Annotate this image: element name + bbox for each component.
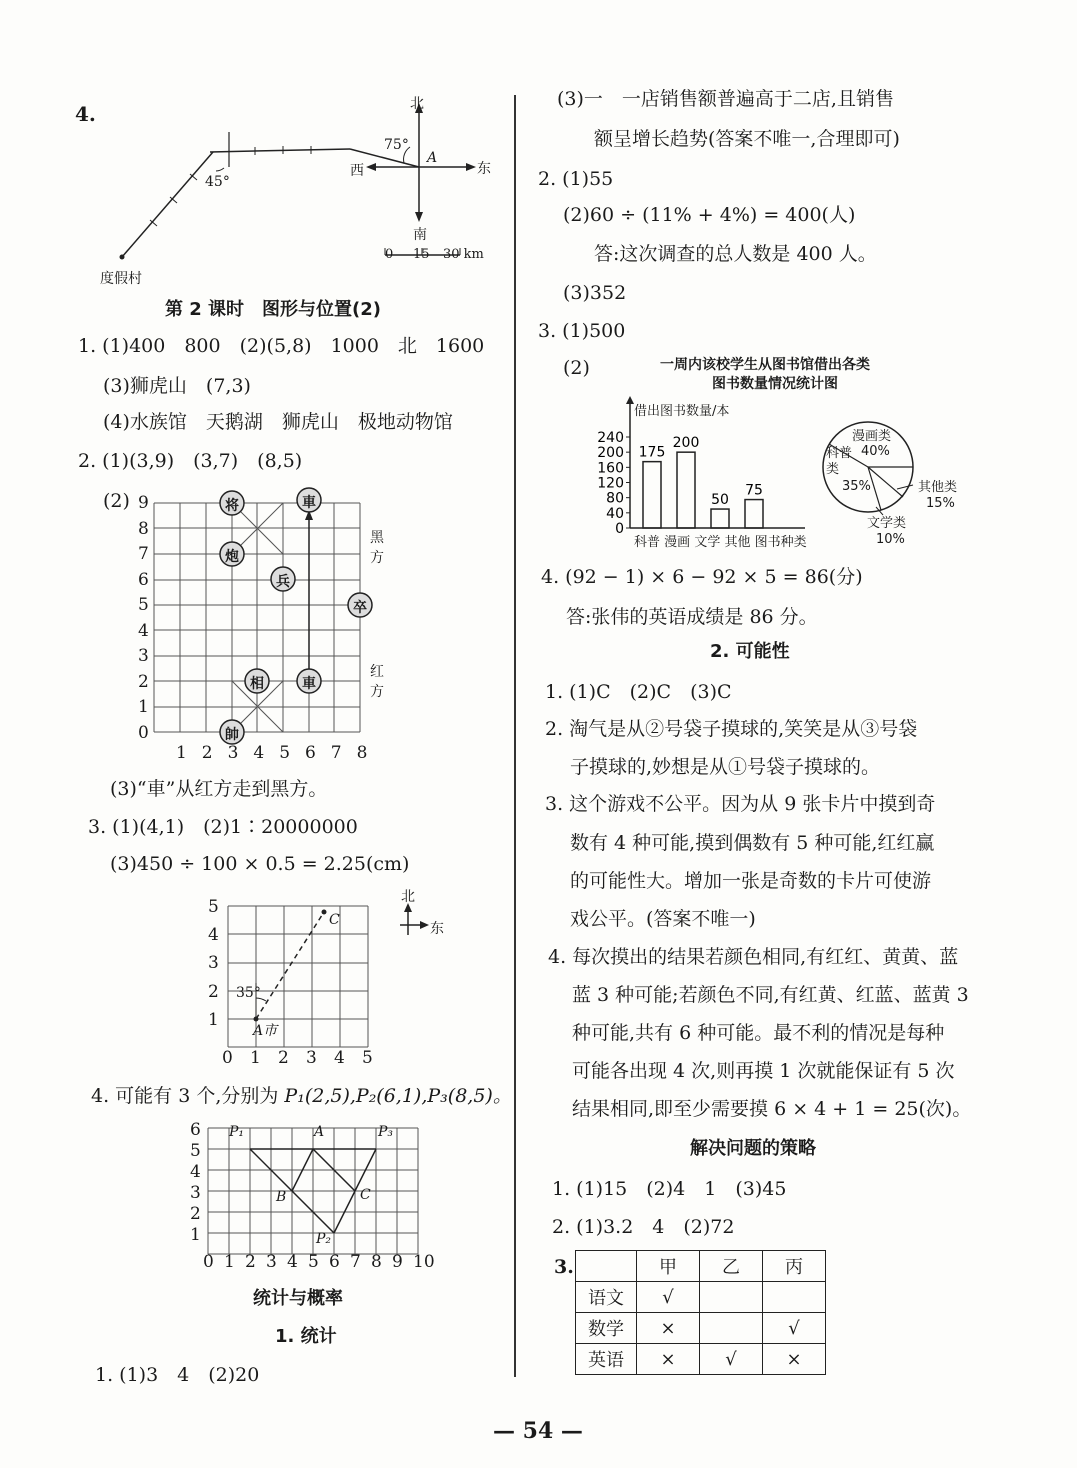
answer-line: 答:这次调查的总人数是 400 人。 bbox=[594, 243, 877, 265]
answer-label: (2) bbox=[103, 490, 130, 512]
axis-tick-label: 1 bbox=[190, 1225, 201, 1245]
table-cell bbox=[700, 1282, 763, 1313]
section-title: 解决问题的策略 bbox=[690, 1138, 816, 1159]
axis-tick-label: 4 bbox=[334, 1048, 345, 1068]
pie-value: 40% bbox=[861, 444, 890, 459]
axis-tick-label: 1 bbox=[208, 1009, 219, 1030]
side-label: 红方 bbox=[370, 664, 384, 700]
table-cell: × bbox=[637, 1313, 700, 1344]
axis-tick-label: 2 bbox=[208, 981, 219, 1002]
section-title: 2. 可能性 bbox=[710, 641, 790, 662]
point-label: A市 bbox=[253, 1023, 278, 1039]
answer-line: 3. (1)(4,1) (2)1∶20000000 bbox=[88, 816, 358, 838]
answer-line: 3. (1)500 bbox=[538, 320, 626, 342]
y-axis-label: 借出图书数量/本 bbox=[634, 404, 730, 419]
answer-line: 2. (1)3.2 4 (2)72 bbox=[552, 1216, 735, 1238]
axis-tick-label: 7 bbox=[138, 544, 149, 564]
axis-tick-label: 5 bbox=[138, 595, 149, 615]
answer-table bbox=[575, 1250, 826, 1375]
table-row bbox=[576, 1313, 826, 1344]
answer-line: 结果相同,即至少需要摸 6 × 4 + 1 = 25(次)。 bbox=[572, 1098, 972, 1120]
table-cell: × bbox=[763, 1344, 826, 1375]
north-label: 北 bbox=[401, 889, 415, 905]
answer-line: 额呈增长趋势(答案不唯一,合理即可) bbox=[594, 128, 900, 150]
answer-line: (2)60 ÷ (11% + 4%) = 400(人) bbox=[563, 204, 856, 226]
axis-tick-label: 2 bbox=[201, 743, 213, 763]
answer-line: 2. (1)55 bbox=[538, 168, 614, 190]
answer-line: 4. 每次摸出的结果若颜色相同,有红红、黄黄、蓝 bbox=[548, 946, 959, 968]
axis-tick-label: 0 bbox=[222, 1048, 233, 1068]
angle-label: 45° bbox=[205, 174, 230, 190]
axis-tick-label: 5 bbox=[308, 1252, 319, 1272]
y-tick-label: 160 bbox=[597, 460, 624, 477]
axis-tick-label: 10 bbox=[413, 1252, 435, 1272]
answer-line: 种可能,共有 6 种可能。最不利的情况是每种 bbox=[572, 1022, 945, 1044]
chart-title: 一周内该校学生从图书馆借出各类 bbox=[660, 357, 870, 373]
axis-tick-label: 2 bbox=[190, 1204, 201, 1224]
axis-tick-label: 8 bbox=[356, 743, 368, 763]
column-divider bbox=[514, 95, 516, 1377]
axis-tick-label: 7 bbox=[330, 743, 342, 763]
y-tick-label: 120 bbox=[597, 475, 624, 492]
table-cell: 甲 bbox=[637, 1251, 700, 1282]
axis-tick-label: 1 bbox=[176, 743, 187, 763]
page-number: — 54 — bbox=[493, 1418, 583, 1444]
y-tick-label: 200 bbox=[597, 445, 624, 462]
point-label: C bbox=[329, 912, 340, 928]
lesson-title: 第 2 课时 图形与位置(2) bbox=[165, 299, 382, 320]
axis-tick-label: 4 bbox=[253, 743, 265, 763]
x-axis-label: 科普 漫画 文学 其他 图书种类 bbox=[634, 535, 807, 550]
north-label: 北 bbox=[410, 96, 424, 112]
table-cell: √ bbox=[637, 1282, 700, 1313]
table-cell: × bbox=[637, 1344, 700, 1375]
axis-tick-label: 0 bbox=[203, 1252, 214, 1272]
bar-value-label: 50 bbox=[711, 492, 729, 509]
axis-tick-label: 4 bbox=[208, 925, 219, 946]
axis-tick-label: 1 bbox=[138, 697, 149, 717]
point-label: P₃ bbox=[378, 1124, 394, 1140]
map-grid bbox=[210, 888, 410, 1058]
pie-value: 35% bbox=[842, 479, 871, 494]
axis-tick-label: 9 bbox=[392, 1252, 403, 1272]
east-label: 东 bbox=[430, 921, 444, 937]
chess-piece: 将 bbox=[225, 498, 239, 514]
table-cell bbox=[700, 1313, 763, 1344]
y-tick-label: 240 bbox=[597, 430, 624, 446]
answer-line: 答:张伟的英语成绩是 86 分。 bbox=[566, 606, 818, 628]
chess-piece: 兵 bbox=[276, 574, 290, 590]
answer-line: (4)水族馆 天鹅湖 狮虎山 极地动物馆 bbox=[103, 411, 453, 433]
angle-label: 75° bbox=[384, 137, 409, 153]
pie-label: 漫画类 bbox=[852, 429, 892, 444]
bar-科普 bbox=[643, 462, 661, 528]
axis-tick-label: 4 bbox=[287, 1252, 298, 1272]
table-row bbox=[576, 1344, 826, 1375]
answer-line: 戏公平。(答案不唯一) bbox=[570, 908, 756, 930]
axis-tick-label: 3 bbox=[138, 646, 149, 666]
axis-tick-label: 3 bbox=[306, 1048, 317, 1068]
answer-line: 蓝 3 种可能;若颜色不同,有红黄、红蓝、蓝黄 3 bbox=[572, 984, 969, 1006]
axis-tick-label: 3 bbox=[208, 953, 219, 974]
chess-piece: 車 bbox=[302, 495, 316, 511]
scale-label: 30 km bbox=[443, 247, 484, 262]
table-cell: 丙 bbox=[763, 1251, 826, 1282]
answer-line: 2. 淘气是从②号袋子摸球的,笑笑是从③号袋 bbox=[545, 718, 918, 740]
axis-tick-label: 4 bbox=[138, 620, 149, 641]
village-label: 度假村 bbox=[100, 271, 142, 287]
point-label: P₁ bbox=[229, 1124, 245, 1140]
axis-tick-label: 5 bbox=[279, 743, 291, 763]
table-cell: 英语 bbox=[576, 1344, 637, 1375]
chess-piece: 相 bbox=[250, 676, 264, 692]
answer-line: 4. 可能有 3 个,分别为 P₁(2,5),P₂(6,1),P₃(8,5)。 bbox=[91, 1085, 512, 1107]
axis-tick-label: 9 bbox=[138, 493, 149, 513]
question-number: 3. bbox=[554, 1256, 574, 1278]
west-label: 西 bbox=[350, 163, 364, 179]
table-row bbox=[576, 1251, 826, 1282]
side-label: 黑方 bbox=[370, 530, 384, 566]
subsection-title: 1. 统计 bbox=[275, 1326, 337, 1347]
pie-label: 科普类 bbox=[826, 446, 853, 477]
table-row bbox=[576, 1282, 826, 1313]
axis-tick-label: 5 bbox=[190, 1141, 201, 1161]
answer-line: (3)450 ÷ 100 × 0.5 = 2.25(cm) bbox=[110, 853, 410, 875]
table-cell bbox=[576, 1251, 637, 1282]
chess-board bbox=[150, 488, 390, 748]
table-cell: √ bbox=[763, 1313, 826, 1344]
pie-value: 10% bbox=[876, 532, 905, 547]
chess-piece: 炮 bbox=[225, 549, 239, 565]
table-cell: 乙 bbox=[700, 1251, 763, 1282]
table-cell: √ bbox=[700, 1344, 763, 1375]
table-cell: 语文 bbox=[576, 1282, 637, 1313]
answer-line: (3)一 一店销售额普遍高于二店,且销售 bbox=[557, 88, 894, 110]
angle-label: 35° bbox=[236, 985, 261, 1001]
chess-piece: 車 bbox=[302, 676, 316, 692]
answer-line: 4. (92 − 1) × 6 − 92 × 5 = 86(分) bbox=[541, 566, 863, 588]
point-label: B bbox=[276, 1189, 287, 1205]
axis-tick-label: 5 bbox=[362, 1048, 373, 1068]
answer-line: 1. (1)3 4 (2)20 bbox=[95, 1364, 260, 1386]
bar-其他 bbox=[745, 500, 763, 528]
east-label: 东 bbox=[477, 161, 491, 177]
answer-label: (2) bbox=[563, 357, 590, 379]
scale-label: 15 bbox=[413, 247, 430, 262]
bar-value-label: 175 bbox=[638, 444, 666, 461]
axis-tick-label: 8 bbox=[371, 1252, 382, 1272]
answer-line: 1. (1)15 (2)4 1 (3)45 bbox=[552, 1178, 787, 1200]
answer-line: 子摸球的,妙想是从①号袋子摸球的。 bbox=[570, 756, 881, 778]
point-label: P₂ bbox=[316, 1231, 332, 1247]
axis-tick-label: 0 bbox=[138, 722, 149, 743]
axis-tick-label: 5 bbox=[208, 897, 219, 917]
chess-piece: 帥 bbox=[225, 727, 239, 743]
y-tick-label: 80 bbox=[606, 490, 624, 507]
question-number: 4. bbox=[75, 102, 96, 126]
answer-line: 2. (1)(3,9) (3,7) (8,5) bbox=[78, 450, 303, 472]
answer-line: 可能各出现 4 次,则再摸 1 次就能保证有 5 次 bbox=[572, 1060, 955, 1082]
chart-title: 图书数量情况统计图 bbox=[712, 376, 838, 392]
point-label: C bbox=[360, 1187, 371, 1203]
scale-label: 0 bbox=[385, 247, 394, 262]
bar-value-label: 200 bbox=[672, 435, 700, 452]
axis-tick-label: 7 bbox=[350, 1252, 361, 1272]
answer-line: (3)352 bbox=[563, 282, 627, 304]
bar-文学 bbox=[711, 509, 729, 528]
axis-tick-label: 6 bbox=[305, 743, 316, 763]
pie-label: 文学类 bbox=[867, 516, 907, 531]
axis-tick-label: 2 bbox=[245, 1252, 256, 1272]
answer-line: (3)“車”从红方走到黑方。 bbox=[110, 778, 328, 800]
axis-tick-label: 6 bbox=[190, 1120, 201, 1140]
section-title: 统计与概率 bbox=[253, 1288, 343, 1309]
y-tick-label: 40 bbox=[606, 505, 624, 522]
chess-piece: 卒 bbox=[353, 600, 367, 616]
answer-line: 数有 4 种可能,摸到偶数有 5 种可能,红红赢 bbox=[570, 832, 935, 854]
axis-tick-label: 8 bbox=[138, 518, 149, 539]
bar-漫画 bbox=[677, 452, 695, 528]
answer-line: (3)狮虎山 (7,3) bbox=[103, 375, 251, 397]
table-cell bbox=[763, 1282, 826, 1313]
axis-tick-label: 3 bbox=[227, 743, 239, 763]
answer-line: 1. (1)400 800 (2)(5,8) 1000 北 1600 bbox=[78, 335, 485, 357]
table-cell: 数学 bbox=[576, 1313, 637, 1344]
axis-tick-label: 2 bbox=[138, 671, 149, 692]
bar-value-label: 75 bbox=[745, 482, 763, 499]
axis-tick-label: 4 bbox=[190, 1162, 201, 1182]
axis-tick-label: 2 bbox=[278, 1048, 289, 1068]
south-label: 南 bbox=[413, 227, 427, 243]
pie-value: 15% bbox=[926, 496, 955, 511]
answer-line: 3. 这个游戏不公平。因为从 9 张卡片中摸到奇 bbox=[545, 793, 936, 815]
answer-line: 1. (1)C (2)C (3)C bbox=[545, 681, 732, 703]
axis-tick-label: 6 bbox=[138, 569, 149, 590]
pie-label: 其他类 bbox=[918, 480, 958, 495]
answer-line: 的可能性大。增加一张是奇数的卡片可使游 bbox=[570, 870, 932, 892]
axis-tick-label: 6 bbox=[329, 1252, 340, 1272]
point-label: A bbox=[427, 150, 438, 166]
point-label: A bbox=[314, 1124, 325, 1140]
axis-tick-label: 3 bbox=[266, 1252, 277, 1272]
axis-tick-label: 1 bbox=[224, 1252, 235, 1272]
y-tick-label: 0 bbox=[615, 521, 624, 537]
axis-tick-label: 1 bbox=[250, 1048, 261, 1068]
axis-tick-label: 3 bbox=[190, 1183, 201, 1203]
